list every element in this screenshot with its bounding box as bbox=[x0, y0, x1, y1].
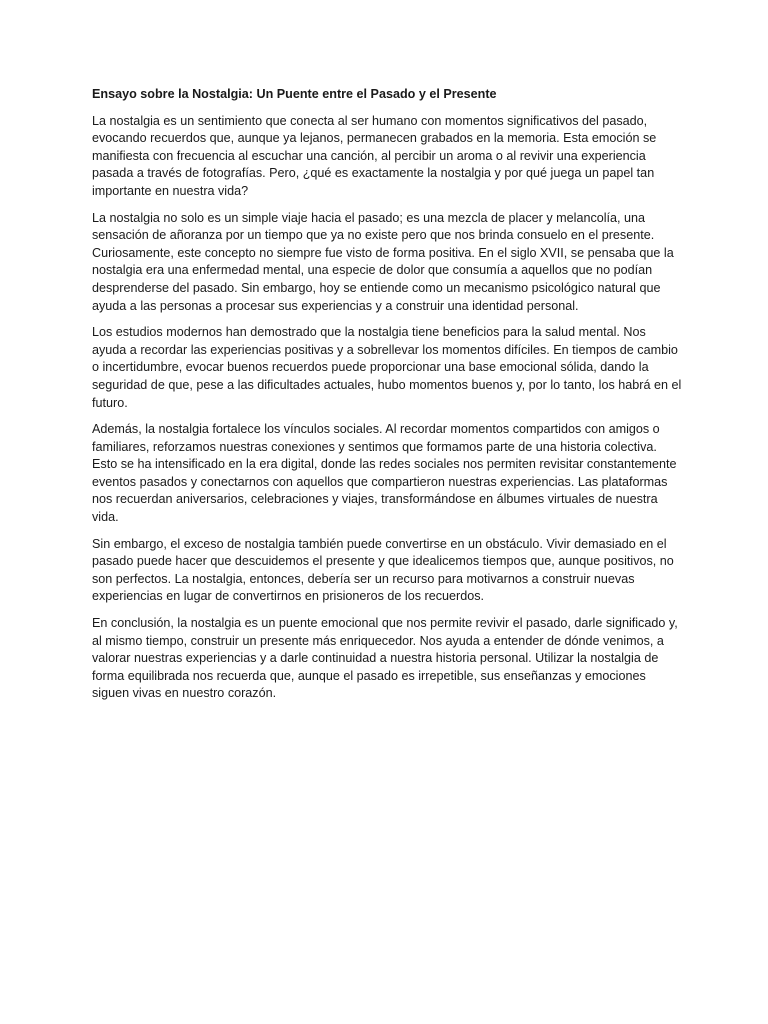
document-page bbox=[92, 86, 682, 712]
paragraph: La nostalgia no solo es un simple viaje hacia el pasado; es una mezcla de placer y melancolía, una sensación de añoranza por un tiempo que ya no existe pero que nos brinda consuelo en el presente. Curiosamente, este concepto no siempre fue visto de forma positiva. En el siglo XVII, se pensaba que la nostalgia era una enfermedad mental, una especie de dolor que consumía a aquellos que no podían desprenderse del pasado. Sin embargo, hoy se entiende como un mecanismo psicológico natural que ayuda a las personas a procesar sus experiencias y a construir una identidad personal. bbox=[92, 210, 674, 313]
paragraph: La nostalgia es un sentimiento que conecta al ser humano con momentos significativos del pasado, evocando recuerdos que, aunque ya lejanos, permanecen grabados en la memoria. Esta emoción se manifiesta con frecuencia al escuchar una canción, al percibir un aroma o al revivir una experiencia pasada a través de fotografías. Pero, ¿qué es exactamente la nostalgia y por qué juega un papel tan importante en nuestra vida? bbox=[92, 113, 657, 198]
paragraph: Sin embargo, el exceso de nostalgia también puede convertirse en un obstáculo. Vivir demasiado en el pasado puede hacer que descuidemos el presente y que idealicemos tiempos que, aunque positivos, no son perfectos. La nostalgia, entonces, debería ser un recurso para motivarnos a construir nuevas experiencias en lugar de convertirnos en prisioneros de los recuerdos. bbox=[92, 536, 674, 604]
paragraph: Además, la nostalgia fortalece los vínculos sociales. Al recordar momentos compartidos con amigos o familiares, reforzamos nuestras conexiones y sentimos que formamos parte de una historia colectiva. Esto se ha intensificado en la era digital, donde las redes sociales nos permiten revisitar constantemente eventos pasados y conectarnos con aquellos que compartieron nuestras experiencias. Las plataformas nos recuerdan aniversarios, celebraciones y viajes, transformándose en álbumes virtuales de nuestra vida. bbox=[92, 422, 677, 525]
paragraph: Los estudios modernos han demostrado que la nostalgia tiene beneficios para la salud mental. Nos ayuda a recordar las experiencias positivas y a sobrellevar los momentos difíciles. En tiempos de cambio o incertidumbre, evocar buenos recuerdos puede proporcionar una base emocional sólida, dando la seguridad de que, pese a las dificultades actuales, hubo momentos buenos y, por lo tanto, los habrá en el futuro. bbox=[92, 325, 682, 410]
document-title: Ensayo sobre la Nostalgia: Un Puente entre el Pasado y el Presente bbox=[92, 87, 497, 101]
paragraph: En conclusión, la nostalgia es un puente emocional que nos permite revivir el pasado, darle significado y, al mismo tiempo, construir un presente más enriquecedor. Nos ayuda a entender de dónde venimos, a valorar nuestras experiencias y a darle continuidad a nuestra historia personal. Utilizar la nostalgia de forma equilibrada nos recuerda que, aunque el pasado es irrepetible, sus enseñanzas y emociones siguen vivas en nuestro corazón. bbox=[92, 616, 678, 701]
